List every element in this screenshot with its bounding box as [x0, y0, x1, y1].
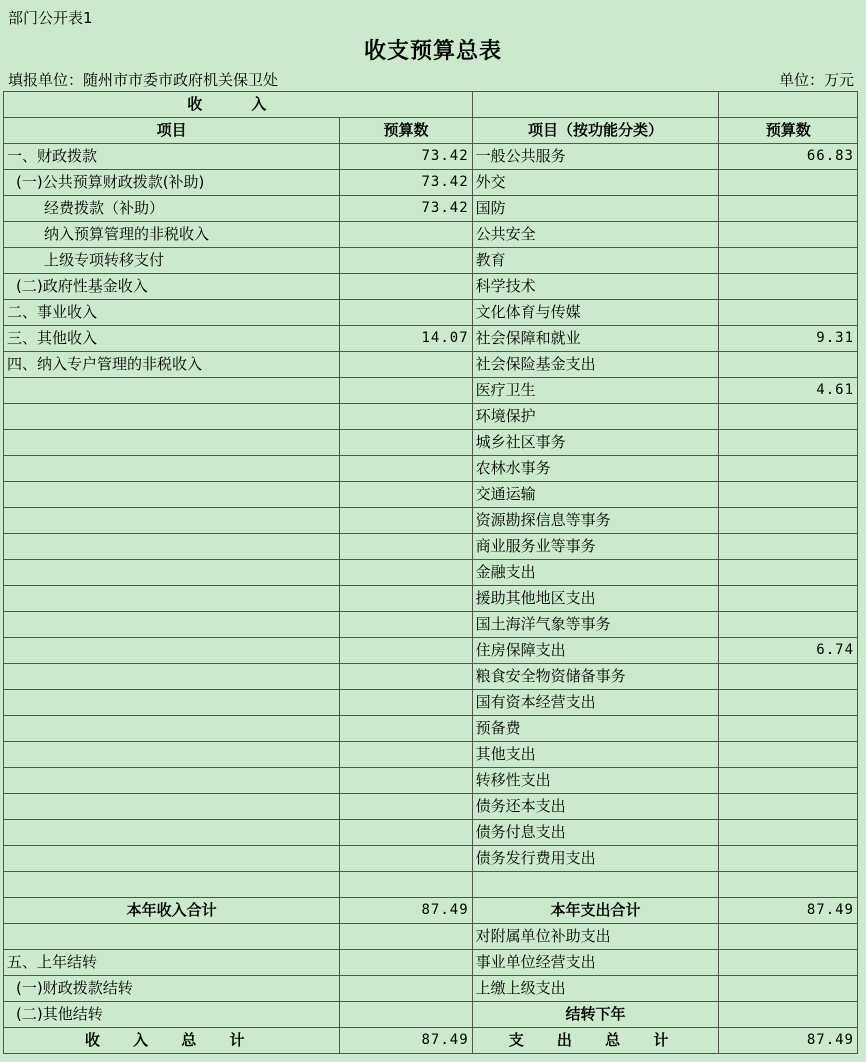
expense-item: 预备费	[472, 716, 719, 742]
income-amount	[340, 352, 472, 378]
expense-item: 外交	[472, 170, 719, 196]
expense-amount	[719, 586, 858, 612]
expense-amount	[719, 222, 858, 248]
table-row	[4, 638, 858, 664]
income-amount	[340, 300, 472, 326]
expense-item: 结转下年	[472, 1002, 719, 1028]
expense-item: 债务付息支出	[472, 820, 719, 846]
expense-item: 住房保障支出	[472, 638, 719, 664]
expense-amount	[719, 872, 858, 898]
expense-amount	[719, 976, 858, 1002]
expense-amount	[719, 742, 858, 768]
expense-item: 其他支出	[472, 742, 719, 768]
income-amount	[340, 950, 472, 976]
expense-item: 交通运输	[472, 482, 719, 508]
income-amount	[340, 586, 472, 612]
table-row	[4, 742, 858, 768]
income-amount	[340, 508, 472, 534]
income-amount	[340, 274, 472, 300]
section-header-row	[4, 92, 858, 118]
expense-amount	[719, 1002, 858, 1028]
col-header-budget-expense: 预算数	[719, 118, 858, 144]
cell	[472, 92, 719, 118]
table-row	[4, 144, 858, 170]
income-amount	[340, 404, 472, 430]
income-amount: 87.49	[340, 1028, 472, 1054]
expense-item: 国防	[472, 196, 719, 222]
table-row	[4, 872, 858, 898]
expense-amount	[719, 482, 858, 508]
income-amount	[340, 976, 472, 1002]
income-item: 上级专项转移支付	[4, 248, 340, 274]
income-amount	[340, 924, 472, 950]
income-item	[4, 508, 340, 534]
income-amount	[340, 690, 472, 716]
col-header-function-item: 项目（按功能分类）	[472, 118, 719, 144]
income-item	[4, 716, 340, 742]
expense-item: 债务还本支出	[472, 794, 719, 820]
expense-amount	[719, 924, 858, 950]
expense-amount	[719, 352, 858, 378]
table-row	[4, 430, 858, 456]
income-item: 三、其他收入	[4, 326, 340, 352]
income-item	[4, 690, 340, 716]
expense-amount: 87.49	[719, 1028, 858, 1054]
expense-item: 一般公共服务	[472, 144, 719, 170]
expense-amount	[719, 690, 858, 716]
income-item: 纳入预算管理的非税收入	[4, 222, 340, 248]
income-item	[4, 794, 340, 820]
income-item	[4, 846, 340, 872]
income-item: (二)其他结转	[4, 1002, 340, 1028]
income-amount	[340, 794, 472, 820]
expense-item: 对附属单位补助支出	[472, 924, 719, 950]
table-row	[4, 534, 858, 560]
currency-unit: 单位：万元	[778, 71, 854, 89]
expense-amount: 87.49	[719, 898, 858, 924]
income-amount	[340, 716, 472, 742]
table-row	[4, 924, 858, 950]
expense-item: 国有资本经营支出	[472, 690, 719, 716]
expense-amount: 4.61	[719, 378, 858, 404]
income-item	[4, 664, 340, 690]
expense-item: 上缴上级支出	[472, 976, 719, 1002]
income-item: 经费拨款（补助）	[4, 196, 340, 222]
income-amount	[340, 222, 472, 248]
income-amount	[340, 248, 472, 274]
expense-amount	[719, 716, 858, 742]
income-amount	[340, 534, 472, 560]
expense-amount	[719, 560, 858, 586]
table-row	[4, 170, 858, 196]
expense-amount	[719, 794, 858, 820]
filling-unit: 填报单位：随州市市委市政府机关保卫处	[8, 71, 279, 89]
income-item	[4, 820, 340, 846]
income-item: 一、财政拨款	[4, 144, 340, 170]
income-amount	[340, 560, 472, 586]
income-item	[4, 612, 340, 638]
income-amount: 14.07	[340, 326, 472, 352]
table-row	[4, 976, 858, 1002]
income-item	[4, 482, 340, 508]
income-item	[4, 378, 340, 404]
table-row	[4, 820, 858, 846]
expense-item: 教育	[472, 248, 719, 274]
table-row	[4, 794, 858, 820]
expense-amount	[719, 300, 858, 326]
income-amount	[340, 1002, 472, 1028]
expense-amount	[719, 170, 858, 196]
income-amount	[340, 638, 472, 664]
table-row	[4, 456, 858, 482]
col-header-item: 项目	[4, 118, 340, 144]
expense-item: 本年支出合计	[472, 898, 719, 924]
table-row	[4, 1028, 858, 1054]
budget-table	[3, 91, 858, 1054]
income-amount	[340, 742, 472, 768]
expense-item: 文化体育与传媒	[472, 300, 719, 326]
table-row	[4, 326, 858, 352]
table-row	[4, 898, 858, 924]
income-item	[4, 534, 340, 560]
expense-item: 社会保障和就业	[472, 326, 719, 352]
expense-item: 科学技术	[472, 274, 719, 300]
table-row	[4, 378, 858, 404]
income-item: 本年收入合计	[4, 898, 340, 924]
table-row	[4, 560, 858, 586]
income-amount	[340, 768, 472, 794]
expense-amount	[719, 196, 858, 222]
expense-item: 国土海洋气象等事务	[472, 612, 719, 638]
income-amount	[340, 378, 472, 404]
expense-item: 农林水事务	[472, 456, 719, 482]
income-amount	[340, 482, 472, 508]
table-row	[4, 586, 858, 612]
income-item: (一)公共预算财政拨款(补助)	[4, 170, 340, 196]
income-item	[4, 638, 340, 664]
expense-item: 债务发行费用支出	[472, 846, 719, 872]
expense-amount	[719, 664, 858, 690]
table-row	[4, 196, 858, 222]
income-item	[4, 924, 340, 950]
income-amount: 73.42	[340, 144, 472, 170]
income-item	[4, 872, 340, 898]
table-row	[4, 404, 858, 430]
column-header-row	[4, 118, 858, 144]
expense-amount	[719, 248, 858, 274]
income-amount	[340, 612, 472, 638]
income-amount	[340, 872, 472, 898]
table-row	[4, 274, 858, 300]
income-amount: 73.42	[340, 196, 472, 222]
income-amount	[340, 846, 472, 872]
income-amount: 73.42	[340, 170, 472, 196]
expense-item: 环境保护	[472, 404, 719, 430]
expense-amount: 66.83	[719, 144, 858, 170]
expense-item	[472, 872, 719, 898]
table-row	[4, 248, 858, 274]
expense-item: 社会保险基金支出	[472, 352, 719, 378]
table-row	[4, 664, 858, 690]
expense-amount	[719, 456, 858, 482]
table-row	[4, 716, 858, 742]
table-row	[4, 1002, 858, 1028]
expense-amount	[719, 846, 858, 872]
table-row	[4, 612, 858, 638]
expense-item: 公共安全	[472, 222, 719, 248]
expense-amount	[719, 274, 858, 300]
expense-amount	[719, 430, 858, 456]
expense-item: 支 出 总 计	[472, 1028, 719, 1054]
table-row	[4, 222, 858, 248]
income-amount	[340, 820, 472, 846]
page-title: 收支预算总表	[363, 39, 502, 64]
income-item	[4, 456, 340, 482]
income-item: 五、上年结转	[4, 950, 340, 976]
income-item	[4, 404, 340, 430]
expense-item: 转移性支出	[472, 768, 719, 794]
income-item: 收 入 总 计	[4, 1028, 340, 1054]
col-header-budget: 预算数	[340, 118, 472, 144]
expense-amount: 6.74	[719, 638, 858, 664]
income-item: (二)政府性基金收入	[4, 274, 340, 300]
cell	[719, 92, 858, 118]
expense-amount	[719, 508, 858, 534]
income-item: (一)财政拨款结转	[4, 976, 340, 1002]
income-amount: 87.49	[340, 898, 472, 924]
expense-amount	[719, 768, 858, 794]
income-section-header: 收 入	[4, 92, 473, 118]
expense-amount	[719, 534, 858, 560]
income-item	[4, 586, 340, 612]
income-amount	[340, 664, 472, 690]
table-row	[4, 846, 858, 872]
expense-item: 援助其他地区支出	[472, 586, 719, 612]
table-row	[4, 508, 858, 534]
expense-item: 商业服务业等事务	[472, 534, 719, 560]
expense-item: 城乡社区事务	[472, 430, 719, 456]
expense-item: 事业单位经营支出	[472, 950, 719, 976]
table-row	[4, 690, 858, 716]
expense-item: 金融支出	[472, 560, 719, 586]
income-item: 二、事业收入	[4, 300, 340, 326]
table-row	[4, 482, 858, 508]
document-label: 部门公开表1	[8, 9, 93, 27]
expense-item: 医疗卫生	[472, 378, 719, 404]
table-row	[4, 768, 858, 794]
table-row	[4, 352, 858, 378]
expense-amount	[719, 404, 858, 430]
expense-amount	[719, 950, 858, 976]
income-amount	[340, 456, 472, 482]
expense-amount	[719, 820, 858, 846]
income-item: 四、纳入专户管理的非税收入	[4, 352, 340, 378]
income-item	[4, 430, 340, 456]
expense-amount: 9.31	[719, 326, 858, 352]
income-item	[4, 742, 340, 768]
income-amount	[340, 430, 472, 456]
table-row	[4, 950, 858, 976]
expense-amount	[719, 612, 858, 638]
table-row	[4, 300, 858, 326]
income-item	[4, 768, 340, 794]
expense-item: 粮食安全物资储备事务	[472, 664, 719, 690]
income-item	[4, 560, 340, 586]
expense-item: 资源勘探信息等事务	[472, 508, 719, 534]
